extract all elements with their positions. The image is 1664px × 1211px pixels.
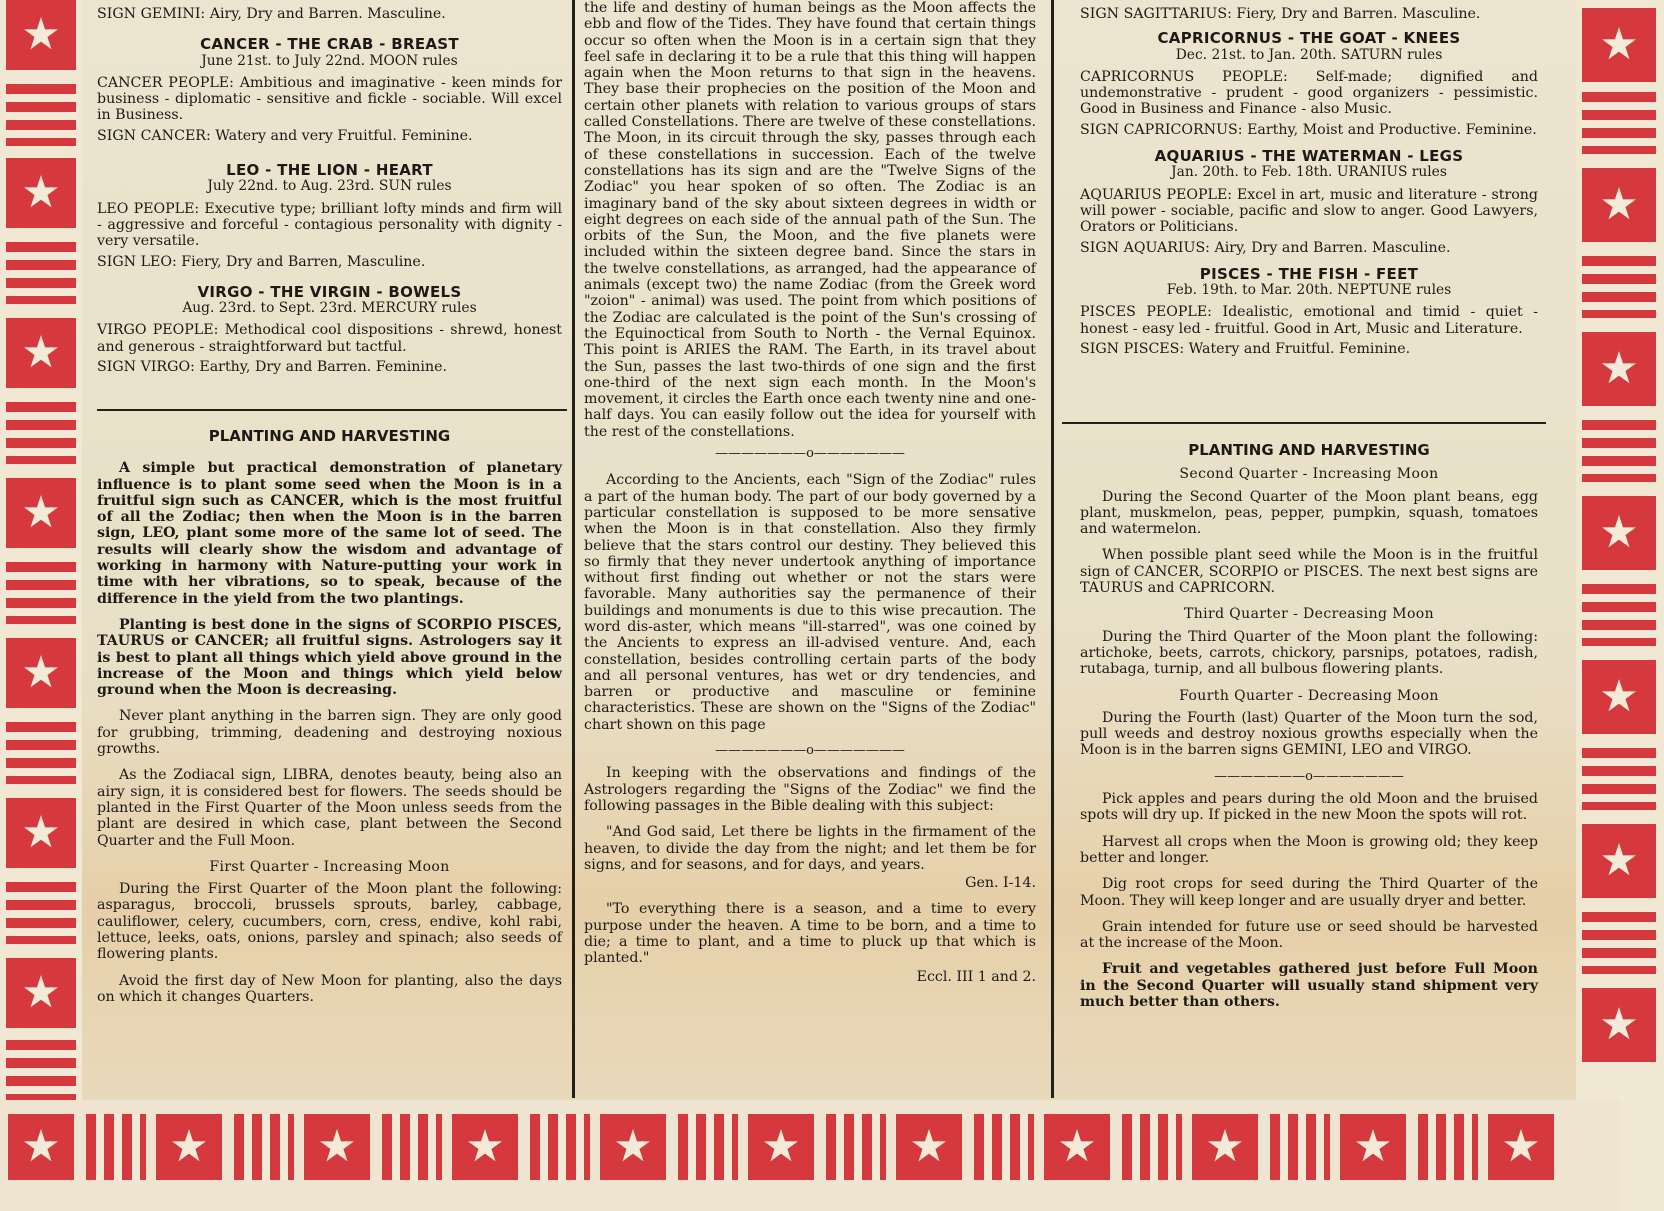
avoid-text: Avoid the first day of New Moon for planting, also the days on which it changes Quarters. [97,972,562,1005]
ecclesiastes-quote: "To everything there is a season, and a time to every purpose under the heaven. A time to be born, and a time to die; a time to plant, and a time to pluck up that which is planted." [584,901,1036,967]
virgo-people: VIRGO PEOPLE: Methodical cool dispositions - shrewd, honest and generous - straightforward but tactful. [97,322,562,355]
stripes-decoration [6,562,76,624]
harvest-tip: Dig root crops for seed during the Third Quarter of the Moon. They will keep longer and are usually dryer and better. [1080,876,1538,909]
right-border [1576,0,1664,1211]
star-icon: ★ [156,1114,222,1180]
stripes-decoration [6,402,76,464]
ancients-paragraph: According to the Ancients, each "Sign of the Zodiac" rules a part of the human body. The part of our body governed by a particular constellation is supposed to be more sensative when the Moon is in that constellation. Also they firmly believe that the stars control our destiny. They believed this so firmly that they never undertook anything of importance without first finding out whether or not the stars were favorable. Many authorities say the permanence of their buildings and monuments is due to this wise precaution. The word dis-aster, which means "ill-starred", was one coined by the Ancients to express an ill-advised venture. And, each constellation, besides controlling certain parts of the body and all personal ventures, has wet or dry tendencies, and barren or productive and masculine or feminine characteristics. These are shown on the "Signs of the Zodiac" chart shown on this page [584,472,1036,733]
stripes-decoration [826,1114,886,1180]
planting-column-right [1080,442,1538,1020]
column-rule [1051,0,1054,1098]
cancer-sign: SIGN CANCER: Watery and very Fruitful. Feminine. [97,127,473,144]
star-icon: ★ [1582,168,1656,242]
stripes-decoration [678,1114,738,1180]
star-icon: ★ [1488,1114,1554,1180]
cancer-heading: CANCER - THE CRAB - BREAST [200,35,459,54]
aquarius-people: AQUARIUS PEOPLE: Excel in art, music and literature - strong will power - sociable, pacific and slow to anger. Good Lawyers, Orators or Politicians. [1080,186,1538,236]
harvest-tip: Grain intended for future use or seed should be harvested at the increase of the Moon. [1080,918,1538,952]
zodiac-paragraph: the life and destiny of human beings as the Moon affects the ebb and flow of the Tides. They have found that certain things occur so often when the Moon is in a certain sign that they feel safe in declaring it to be a rule that this thing will happen again when the Moon returns to that sign in the heavens. They base their prophecies on the position of the Moon and certain other planets with relation to various groups of stars called Constellations. There are twelve of these constellations. The Moon, in its circuit through the sky, passes through each of these constellations in succession. Each of the twelve constellations has its sign and are the "Twelve Signs of the Zodiac" you hear spoken of so often. The Zodiac is an imaginary band of the sky about sixteen degrees in width or eight degrees on each side of the annual path of the Sun. The orbits of the Sun, the Moon, and the five planets were included within the sixteen degree band. Since the stars in the twelve constellations, as arranged, had the appearance of animals (except two) the name Zodiac (from the Greek word "zoion" - animal) was used. The point from which positions of the Zodiac are calculated is the point of the Sun's crossing of the Equinoctical from South to North - the Vernal Equinox. This point is ARIES the RAM. The Earth, in its travel about the Sun, passes the last two-thirds of one sign and the first one-third of the next sign each month. In the Moon's movement, it circles the Earth once each twenty nine and one-half days. You can easily follow out the idea for yourself with the rest of the constellations. [584,0,1036,440]
capricornus-sign: SIGN CAPRICORNUS: Earthy, Moist and Productive. Feminine. [1080,121,1537,138]
capricornus-dates: Dec. 21st. to Jan. 20th. SATURN rules [1175,46,1443,63]
stripes-decoration [530,1114,590,1180]
stripes-decoration [1582,912,1656,974]
harvest-tip: Harvest all crops when the Moon is growing old; they keep better and longer. [1080,833,1538,866]
stripes-decoration [1582,584,1656,646]
planting-paragraph: Never plant anything in the barren sign. They are only good for grubbing, trimming, deadening and destroying noxious growths. [97,708,562,758]
leo-dates: July 22nd. to Aug. 23rd. SUN rules [207,178,452,195]
planting-title: PLANTING AND HARVESTING [208,427,451,445]
planting-paragraph: A simple but practical demonstration of planetary influence is to plant some seed when the Moon is in a fruitful sign such as CANCER, which is the most fruitful of all the Zodiac; then when the Moon is in the barren sign, LEO, plant some more of the same lot of seed. The results will clearly show the wisdom and advantage of working in harmony with Nature-putting your work in time with her vibrations, so to speak, because of the difference in the yield from the two plantings. [97,460,562,607]
zodiac-column-right [1080,6,1538,361]
star-icon: ★ [1044,1114,1110,1180]
star-icon: ★ [6,318,76,388]
star-icon: ★ [6,638,76,708]
star-icon: ★ [600,1114,666,1180]
gemini-sign: SIGN GEMINI: Airy, Dry and Barren. Masculine. [97,6,446,22]
pisces-dates: Feb. 19th. to Mar. 20th. NEPTUNE rules [1166,282,1452,299]
third-quarter-heading: Third Quarter - Decreasing Moon [1183,606,1435,623]
stripes-decoration [86,1114,146,1180]
cancer-people: CANCER PEOPLE: Ambitious and imaginative - keen minds for business - diplomatic - sensitive and fickle - sociable. Will excel in Business. [97,74,562,124]
stripes-decoration [1582,256,1656,318]
star-icon: ★ [1582,824,1656,898]
stripes-decoration [234,1114,294,1180]
star-icon: ★ [1192,1114,1258,1180]
stripes-decoration [6,882,76,944]
aquarius-heading: AQUARIUS - THE WATERMAN - LEGS [1154,147,1464,166]
star-icon: ★ [452,1114,518,1180]
star-icon: ★ [1582,8,1656,82]
fourth-quarter-heading: Fourth Quarter - Decreasing Moon [1179,687,1439,704]
pisces-sign: SIGN PISCES: Watery and Fruitful. Feminine. [1080,341,1411,358]
sagittarius-sign: SIGN SAGITTARIUS: Fiery, Dry and Barren. Masculine. [1080,6,1481,22]
zodiac-column-left [97,6,562,379]
stripes-decoration [1270,1114,1330,1180]
aquarius-dates: Jan. 20th. to Feb. 18th. URANIUS rules [1171,164,1447,181]
section-rule [1062,422,1546,424]
stripes-decoration [6,1040,76,1102]
virgo-heading: VIRGO - THE VIRGIN - BOWELS [197,282,462,301]
first-quarter-heading: First Quarter - Increasing Moon [209,858,450,875]
star-icon: ★ [1582,332,1656,406]
star-icon: ★ [8,1114,74,1180]
capricornus-people: CAPRICORNUS PEOPLE: Self-made; dignified and undemonstrative - prudent - good organizers - pessimistic. Good in Business and Finance - also Music. [1080,68,1538,118]
stripes-decoration [1582,748,1656,810]
stripes-decoration [1582,420,1656,482]
ornament-divider: ———————o——————— [1214,768,1404,784]
bottom-border [0,1100,1620,1211]
pisces-people: PISCES PEOPLE: Idealistic, emotional and timid - quiet - honest - easy led - fruitful. Good in Art, Music and Literature. [1080,304,1538,337]
star-icon: ★ [748,1114,814,1180]
zodiac-explanation-column [584,0,1036,985]
genesis-reference: Gen. I-14. [965,875,1036,892]
ornament-divider: ———————o——————— [715,743,905,759]
star-icon: ★ [6,958,76,1028]
virgo-dates: Aug. 23rd. to Sept. 23rd. MERCURY rules [182,300,477,317]
leo-heading: LEO - THE LION - HEART [226,161,433,180]
third-quarter-text: During the Third Quarter of the Moon plant the following: artichoke, beets, carrots, chickory, parsnips, potatoes, radish, rutabaga, turnip, and all bulbous flowering plants. [1080,628,1538,678]
stripes-decoration [1582,92,1656,154]
planting-column-left [97,428,562,1015]
star-icon: ★ [896,1114,962,1180]
planting-paragraph: Planting is best done in the signs of SCORPIO PISCES, TAURUS or CANCER; all fruitful signs. Astrologers say it is best to plant all things which yield above ground in the increase of the Moon and things which yield below ground when the Moon is decreasing. [97,616,562,699]
first-quarter-text: During the First Quarter of the Moon plant the following: asparagus, broccoli, brussels sprouts, barley, cabbage, cauliflower, celery, cucumbers, corn, cress, endive, kohl rabi, lettuce, leeks, oats, onions, parsley and spinach; also seeds of flowering plants. [97,881,562,963]
star-icon: ★ [6,0,76,70]
bible-intro: In keeping with the observations and findings of the Astrologers regarding the "Signs of the Zodiac" we find the following passages in the Bible dealing with this subject: [584,765,1036,814]
leo-people: LEO PEOPLE: Executive type; brilliant lofty minds and firm will - aggressive and forceful - contagious personality with dignity - very versatile. [97,200,562,250]
star-icon: ★ [1340,1114,1406,1180]
aquarius-sign: SIGN AQUARIUS: Airy, Dry and Barren. Masculine. [1080,239,1451,256]
stripes-decoration [6,84,76,146]
ornament-divider: ———————o——————— [715,446,905,462]
genesis-quote: "And God said, Let there be lights in the firmament of the heaven, to divide the day from the night; and let them be for signs, and for seasons, and for days, and years. [584,824,1036,873]
section-rule [97,409,567,411]
virgo-sign: SIGN VIRGO: Earthy, Dry and Barren. Feminine. [97,359,447,376]
stripes-decoration [1122,1114,1182,1180]
left-border [0,0,82,1130]
capricornus-heading: CAPRICORNUS - THE GOAT - KNEES [1157,29,1461,48]
star-icon: ★ [1582,496,1656,570]
stripes-decoration [6,242,76,304]
ecclesiastes-reference: Eccl. III 1 and 2. [916,968,1036,985]
leo-sign: SIGN LEO: Fiery, Dry and Barren, Masculine. [97,253,426,270]
star-icon: ★ [304,1114,370,1180]
stripes-decoration [1418,1114,1478,1180]
stripes-decoration [382,1114,442,1180]
star-icon: ★ [6,158,76,228]
harvest-tip: Pick apples and pears during the old Moon and the bruised spots will dry up. If picked in the new Moon the spots will rot. [1080,791,1538,824]
star-icon: ★ [6,478,76,548]
star-icon: ★ [6,798,76,868]
stripes-decoration [6,722,76,784]
planting-title: PLANTING AND HARVESTING [1188,441,1430,459]
cancer-dates: June 21st. to July 22nd. MOON rules [201,52,458,69]
pisces-heading: PISCES - THE FISH - FEET [1199,264,1419,283]
second-quarter-heading: Second Quarter - Increasing Moon [1179,466,1439,483]
harvest-tip: Fruit and vegetables gathered just before Full Moon in the Second Quarter will usually stand shipment very much better than others. [1080,961,1538,1011]
fourth-quarter-text: During the Fourth (last) Quarter of the Moon turn the sod, pull weeds and destroy noxious growths especially when the Moon is in the barren signs GEMINI, LEO and VIRGO. [1080,709,1538,759]
star-icon: ★ [1582,660,1656,734]
fruitful-signs-text: When possible plant seed while the Moon is in the fruitful sign of CANCER, SCORPIO or PISCES. The next best signs are TAURUS and CAPRICORN. [1080,547,1538,597]
star-icon: ★ [1582,988,1656,1062]
planting-paragraph: As the Zodiacal sign, LIBRA, denotes beauty, being also an airy sign, it is considered best for flowers. The seeds should be planted in the First Quarter of the Moon unless seeds from the plant are desired in which case, plant between the Second Quarter and the Full Moon. [97,767,562,849]
column-rule [572,0,575,1098]
stripes-decoration [974,1114,1034,1180]
second-quarter-text: During the Second Quarter of the Moon plant beans, egg plant, muskmelon, peas, pepper, pumpkin, squash, tomatoes and watermelon. [1080,488,1538,538]
